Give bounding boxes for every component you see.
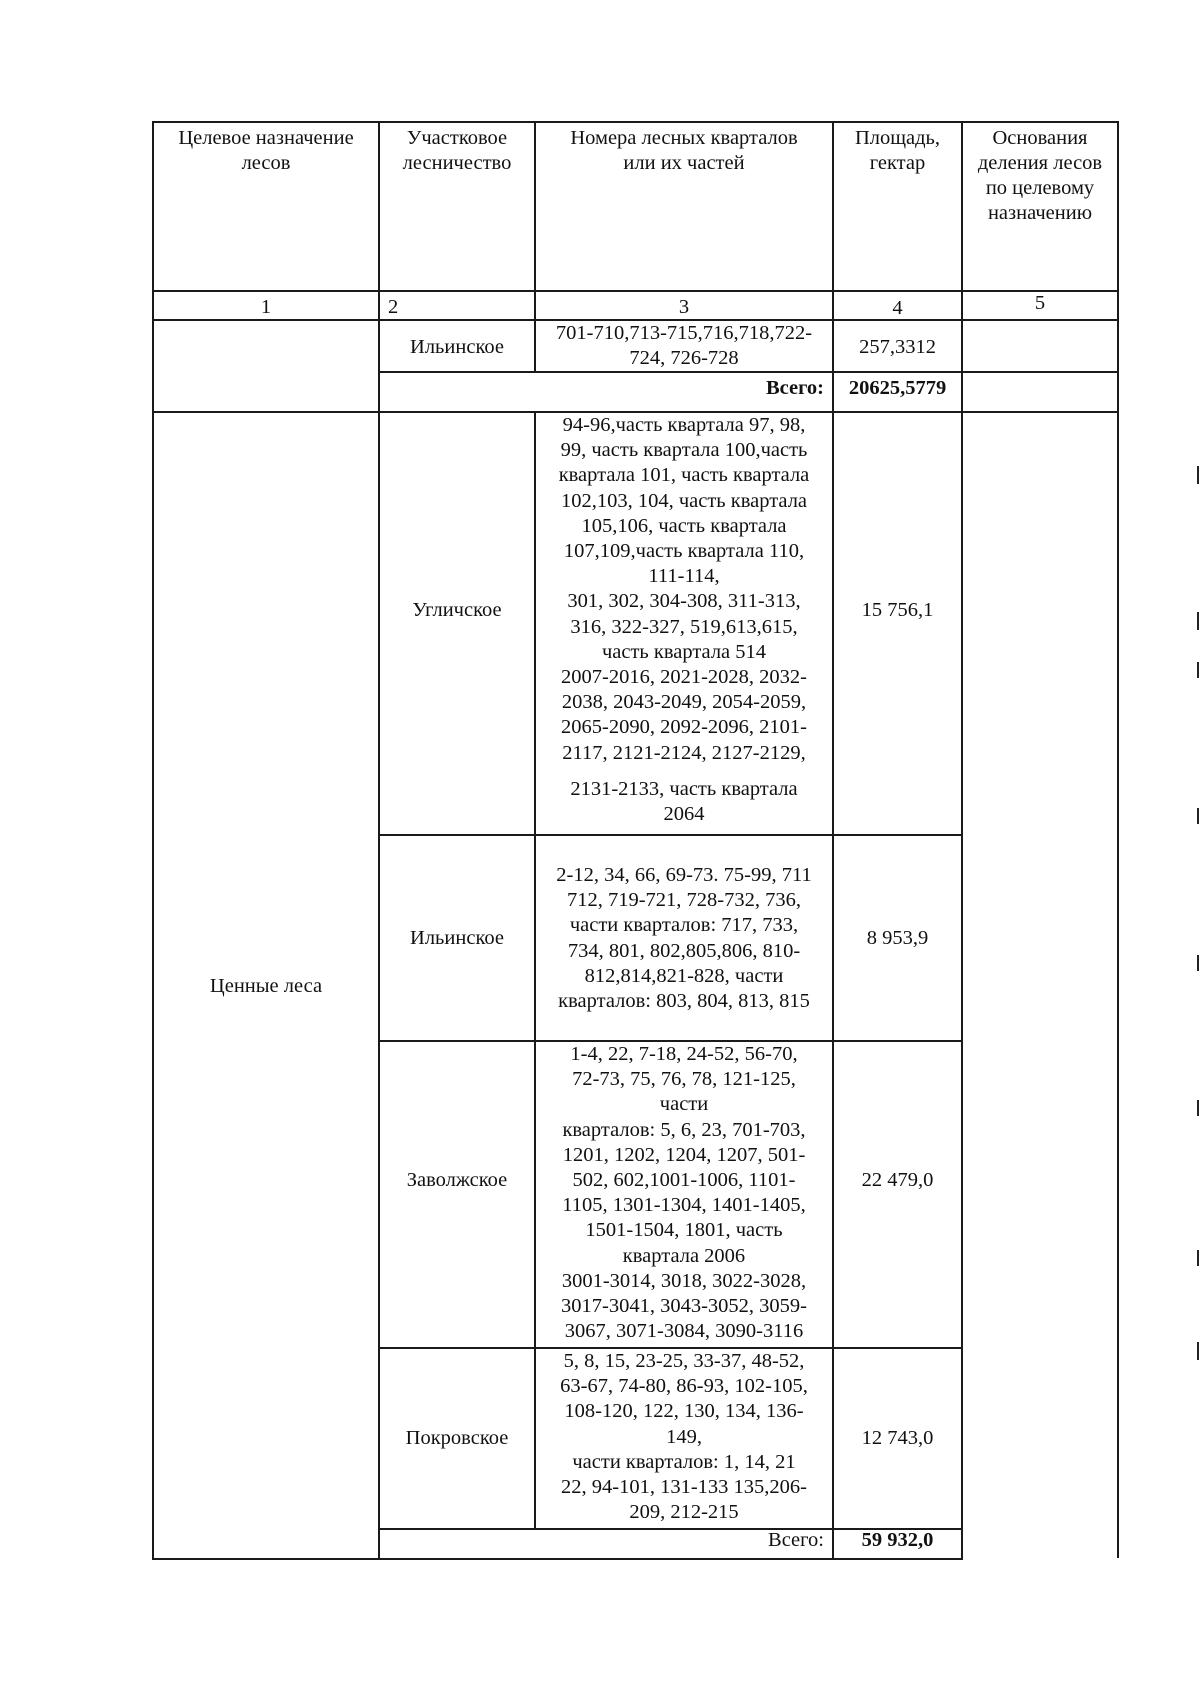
col-divider-4 (961, 121, 963, 1560)
area-pokrovskoe: 12 743,0 (861, 1427, 934, 1449)
prev-quarters: 701-710,713-715,716,718,722- 724, 726-728 (555, 322, 813, 370)
scan-edge-mark (1197, 808, 1199, 824)
area-uglichskoe: 15 756,1 (861, 599, 934, 621)
prev-area: 257,3312 (859, 336, 936, 358)
prev-total-label: Всего: (766, 377, 824, 399)
forestry-zavolzhskoe: Заволжское (406, 1169, 508, 1191)
scan-edge-mark (1197, 612, 1199, 630)
scan-edge-mark (1197, 662, 1199, 678)
scan-edge-mark (1197, 466, 1199, 484)
scan-edge-mark (1197, 1342, 1199, 1360)
quarters-pokrovskoe: 5, 8, 15, 23-25, 33-37, 48-52, 63-67, 74-80, 86-93, 102-105, 108-120, 122, 130, 134, 136- 149, части кварталов: 1, 14, 21 22, 94-101, 131-133 135,206- 209, 212-215 (560, 1350, 808, 1524)
column-number-3: 3 (678, 296, 690, 318)
table-border-left (152, 121, 154, 1560)
quarters-uglichskoe: 94-96,часть квартала 97, 98, 99, часть квартала 100,часть квартала 101, часть квартала 102,103, 104, часть квартала 105,106, часть квартала 107,109,часть квартала 110, 111-114, 301, 302, 304-308, 311-313, 316, 322-327, 519,613,615, часть квартала 514 2007-2016, 2021-2028, 2032- 2038, 2043-2049, 2054-2059, 2065-2090, 2092-2096, 2101- 2117, 2121-2124, 2127-2129, (558, 414, 810, 764)
forestry-ilyinskoe: Ильинское (410, 927, 504, 949)
header-basis: Основания деления лесов по целевому назначению (977, 127, 1103, 224)
column-number-5: 5 (1034, 292, 1046, 314)
quarters-zavolzhskoe: 1-4, 22, 7-18, 24-52, 56-70, 72-73, 75, 76, 78, 121-125, части кварталов: 5, 6, 23, 701-703, 1201, 1202, 1204, 1207, 501- 502, 602,1001-1006, 1101- 1105, 1301-1304, 1401-1405, 1501-1504, 1801, часть квартала 2006 3001-3014, 3018, 3022-3028, 3017-3041, 3043-3052, 3059- 3067, 3071-3084, 3090-3116 (561, 1043, 807, 1343)
quarters-ilyinskoe: 2-12, 34, 66, 69-73. 75-99, 711 712, 719-721, 728-732, 736, части кварталов: 717, 733, 734, 801, 802,805,806, 810- 812,814,821-828, части кварталов: 803, 804, 813, 815 (556, 864, 812, 1013)
scan-edge-mark (1197, 955, 1199, 971)
header-forestry: Участковое лесничество (402, 127, 512, 174)
column-number-1: 1 (260, 296, 272, 318)
scan-edge-mark (1197, 1100, 1199, 1116)
header-area: Площадь, гектар (854, 127, 941, 174)
purpose-valuable-forests: Ценные леса (209, 975, 323, 997)
table-border-top (152, 121, 1118, 123)
quarters-uglichskoe-tail: 2131-2133, часть квартала 2064 (570, 778, 798, 826)
scan-edge-mark (1197, 1250, 1199, 1266)
column-number-2: 2 (388, 296, 399, 318)
prev-forestry: Ильинское (410, 336, 504, 358)
valuable-total-label: Всего: (768, 1529, 824, 1551)
column-number-4: 4 (892, 297, 903, 319)
area-ilyinskoe: 8 953,9 (866, 927, 929, 949)
table-border-right (1117, 121, 1119, 1558)
row-divider-uglich (378, 834, 962, 836)
header-purpose: Целевое назначение лесов (178, 127, 354, 174)
table-border-bottom (152, 1558, 962, 1560)
valuable-total-value: 59 932,0 (861, 1529, 934, 1551)
area-zavolzhskoe: 22 479,0 (861, 1169, 934, 1191)
prev-total-value: 20625,5779 (848, 377, 947, 399)
header-quarters: Номера лесных кварталов или их частей (570, 127, 798, 174)
forestry-pokrovskoe: Покровское (405, 1427, 509, 1449)
forestry-uglichskoe: Угличское (412, 599, 502, 621)
